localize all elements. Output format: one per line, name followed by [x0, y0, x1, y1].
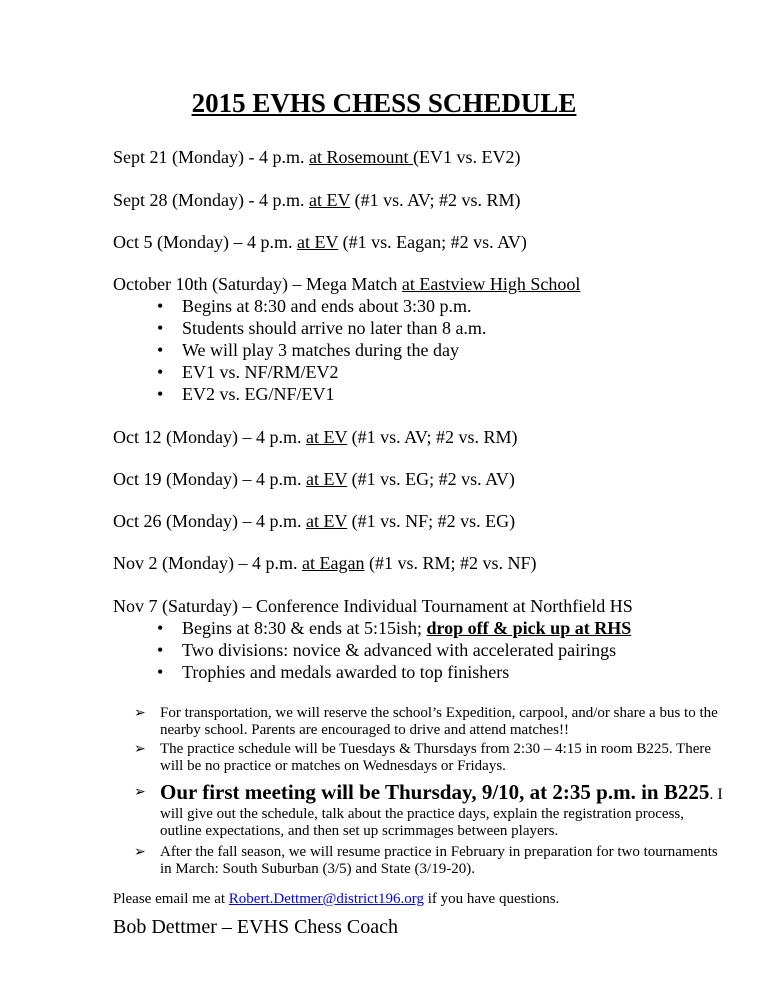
event-date: Oct 5 (Monday) – 4 p.m.	[113, 232, 297, 252]
list-item	[157, 296, 472, 317]
note-practice: The practice schedule will be Tuesdays & Thursdays from 2:30 – 4:15 in room B225. There will be no practice or matches on Wednesdays or Fridays.	[160, 741, 712, 774]
note-first-meeting	[160, 780, 723, 805]
list-item-text: Begins at 8:30 and ends about 3:30 p.m.	[182, 296, 472, 316]
list-item-text: Begins at 8:30 & ends at 5:15ish;	[182, 618, 427, 638]
page-title: 2015 EVHS CHESS SCHEDULE	[191, 88, 577, 118]
event-date: Nov 2 (Monday) – 4 p.m.	[113, 553, 302, 573]
list-item	[157, 362, 339, 383]
event-matchups: (#1 vs. RM; #2 vs. NF)	[364, 553, 537, 573]
note-transportation: For transportation, we will reserve the school’s Expedition, carpool, and/or share a bus to the nearby school. Parents are encouraged to drive and attend matches!!	[160, 705, 718, 738]
arrow-icon: ➢	[134, 706, 146, 721]
schedule-line	[113, 511, 515, 532]
schedule-line	[113, 427, 518, 448]
bullet-icon: •	[157, 618, 164, 638]
event-date: Oct 26 (Monday) – 4 p.m.	[113, 511, 306, 531]
list-item	[157, 384, 335, 405]
event-matchups: (#1 vs. EG; #2 vs. AV)	[347, 469, 515, 489]
event-matchups: (#1 vs. AV; #2 vs. RM)	[347, 427, 518, 447]
list-item-text: We will play 3 matches during the day	[182, 340, 459, 360]
note-first-meeting-details: will give out the schedule, talk about the practice days, explain the registration process, outline expectations, and then set up scrimmages between players.	[160, 806, 685, 839]
schedule-line	[113, 274, 580, 295]
arrow-icon: ➢	[134, 845, 146, 860]
bullet-icon: •	[157, 384, 164, 404]
schedule-line	[113, 553, 536, 574]
schedule-line	[113, 190, 521, 211]
note-after-season: After the fall season, we will resume practice in February in preparation for two tournaments in March: South Suburban (3/5) and State (3/19-20).	[160, 844, 718, 877]
arrow-icon: ➢	[134, 742, 146, 757]
list-item-text: EV2 vs. EG/NF/EV1	[182, 384, 335, 404]
event-location: at EV	[305, 469, 348, 489]
event-date: Nov 7 (Saturday) – Conference Individual Tournament at Northfield HS	[113, 596, 633, 616]
list-item	[157, 318, 487, 339]
contact-line	[113, 891, 559, 908]
event-date: Sept 21 (Monday) - 4 p.m.	[113, 147, 309, 167]
event-matchups: (#1 vs. AV; #2 vs. RM)	[350, 190, 521, 210]
bullet-icon: •	[157, 296, 164, 316]
bullet-icon: •	[157, 640, 164, 660]
list-item	[157, 640, 617, 661]
event-date: Oct 12 (Monday) – 4 p.m.	[113, 427, 306, 447]
first-meeting-text: Our first meeting will be Thursday, 9/10, at 2:35 p.m. in B225	[160, 780, 710, 804]
event-location: at EV	[305, 427, 348, 447]
signature: Bob Dettmer – EVHS Chess Coach	[113, 916, 398, 938]
schedule-line	[113, 596, 633, 617]
contact-prefix: Please email me at	[113, 891, 229, 907]
list-item-text: Two divisions: novice & advanced with accelerated pairings	[182, 640, 617, 660]
email-link[interactable]: Robert.Dettmer@district196.org	[228, 891, 424, 907]
event-date: Oct 19 (Monday) – 4 p.m.	[113, 469, 306, 489]
bullet-icon: •	[157, 318, 164, 338]
list-item-text: EV1 vs. NF/RM/EV2	[182, 362, 339, 382]
event-location: at EV	[305, 511, 348, 531]
event-matchups: (EV1 vs. EV2)	[412, 147, 521, 167]
first-meeting-tail: . I	[709, 786, 723, 803]
schedule-line	[113, 469, 515, 490]
event-location: at EV	[308, 190, 351, 210]
schedule-line	[113, 147, 520, 168]
bullet-icon: •	[157, 662, 164, 682]
event-date: Sept 28 (Monday) - 4 p.m.	[113, 190, 309, 210]
arrow-icon: ➢	[134, 785, 146, 800]
schedule-line	[113, 232, 527, 253]
event-matchups: (#1 vs. NF; #2 vs. EG)	[347, 511, 516, 531]
list-item	[157, 340, 459, 361]
list-item-text: Trophies and medals awarded to top finishers	[182, 662, 510, 682]
bullet-icon: •	[157, 362, 164, 382]
event-location: at EV	[296, 232, 339, 252]
list-item-text: Students should arrive no later than 8 a.m.	[182, 318, 487, 338]
list-item	[157, 618, 632, 639]
dropoff-note: drop off & pick up at RHS	[426, 618, 632, 638]
event-location: at Eagan	[301, 553, 365, 573]
event-matchups: (#1 vs. Eagan; #2 vs. AV)	[338, 232, 527, 252]
event-location: at Rosemount	[308, 147, 413, 167]
event-date: October 10th (Saturday) – Mega Match	[113, 274, 402, 294]
bullet-icon: •	[157, 340, 164, 360]
event-location: at Eastview High School	[401, 274, 581, 294]
contact-suffix: if you have questions.	[423, 891, 560, 907]
list-item	[157, 662, 510, 683]
